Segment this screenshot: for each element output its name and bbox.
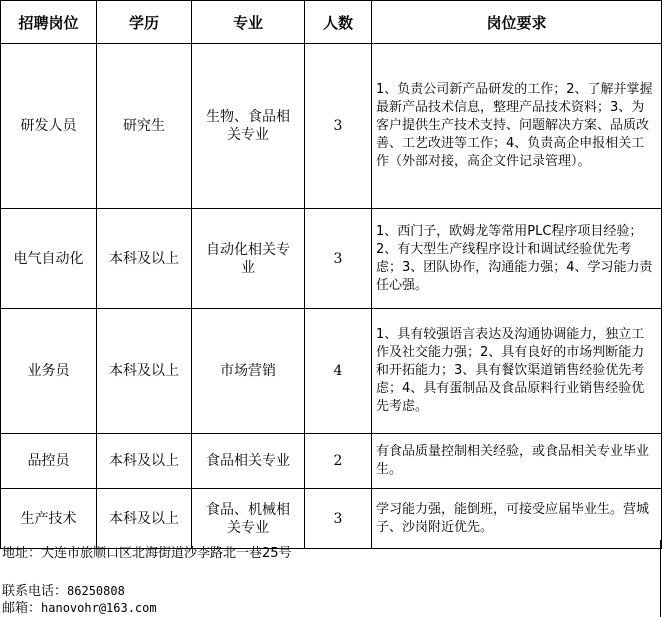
cell-position: 生产技术 xyxy=(1,489,97,549)
phone-value: 86250808 xyxy=(67,584,125,598)
cell-count: 3 xyxy=(305,489,372,549)
cell-education: 本科及以上 xyxy=(97,209,192,309)
table-row xyxy=(1,209,662,309)
email-label: 邮箱： xyxy=(2,601,42,616)
phone-label: 联系电话： xyxy=(2,584,68,599)
table-row xyxy=(1,434,662,489)
cell-requirements: 有食品质量控制相关经验，或食品相关专业毕业生。 xyxy=(372,434,662,489)
cell-major: 自动化相关专业 xyxy=(192,209,305,309)
table-header-row xyxy=(1,1,662,44)
cell-major: 食品相关专业 xyxy=(192,434,305,489)
cell-position: 电气自动化 xyxy=(1,209,97,309)
address-label: 地址： xyxy=(2,546,42,561)
cell-education: 本科及以上 xyxy=(97,489,192,549)
cell-requirements: 1、负责公司新产品研发的工作；2、了解并掌握最新产品技术信息，整理产品技术资料；3、为客户提供生产技术支持、问题解决方案、品质改善、工艺改进等工作；4、负责高企申报相关工作（外部对接，高企文件记录管理）。 xyxy=(372,44,662,209)
cell-major: 市场营销 xyxy=(192,309,305,434)
cell-requirements: 学习能力强，能倒班，可接受应届毕业生。营城子、沙岗附近优先。 xyxy=(372,489,662,549)
header-major: 专业 xyxy=(192,1,305,44)
email-line xyxy=(2,600,157,617)
phone-line xyxy=(2,583,125,600)
page-right-border xyxy=(660,540,661,617)
cell-count: 2 xyxy=(305,434,372,489)
address-value: 大连市旅顺口区北海街道沙李路北一巷25号 xyxy=(41,546,292,561)
cell-count: 3 xyxy=(305,44,372,209)
cell-position: 品控员 xyxy=(1,434,97,489)
cell-education: 研究生 xyxy=(97,44,192,209)
header-position: 招聘岗位 xyxy=(1,1,97,44)
table-row xyxy=(1,489,662,549)
cell-position: 研发人员 xyxy=(1,44,97,209)
cell-major: 食品、机械相关专业 xyxy=(192,489,305,549)
table-row xyxy=(1,309,662,434)
header-requirements: 岗位要求 xyxy=(372,1,662,44)
header-count: 人数 xyxy=(305,1,372,44)
cell-requirements: 1、西门子，欧姆龙等常用PLC程序项目经验；2、有大型生产线程序设计和调试经验优先考虑；3、团队协作，沟通能力强；4、学习能力责任心强。 xyxy=(372,209,662,309)
header-education: 学历 xyxy=(97,1,192,44)
cell-education: 本科及以上 xyxy=(97,434,192,489)
cell-requirements: 1、具有较强语言表达及沟通协调能力，独立工作及社交能力强；2、具有良好的市场判断能力和开拓能力；3、具有餐饮渠道销售经验优先考虑；4、具有蛋制品及食品原料行业销售经验优先考虑。 xyxy=(372,309,662,434)
address-line xyxy=(2,546,292,562)
cell-count: 4 xyxy=(305,309,372,434)
table-row xyxy=(1,44,662,209)
cell-major: 生物、食品相关专业 xyxy=(192,44,305,209)
email-value: hanovohr@163.com xyxy=(41,601,157,615)
cell-education: 本科及以上 xyxy=(97,309,192,434)
cell-position: 业务员 xyxy=(1,309,97,434)
cell-count: 3 xyxy=(305,209,372,309)
